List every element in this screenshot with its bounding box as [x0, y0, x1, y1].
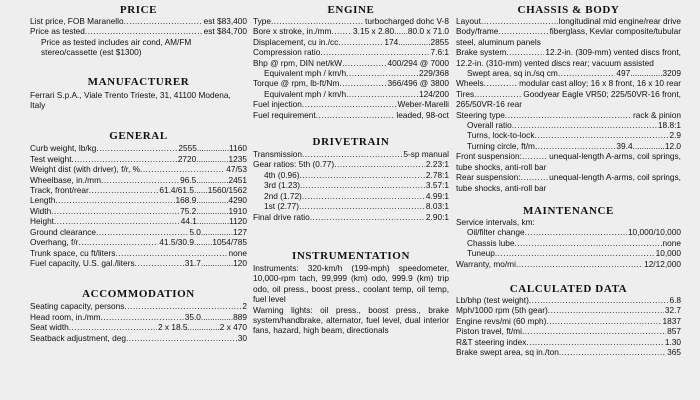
spec-label: Equivalent mph / km/h [264, 68, 347, 79]
accommodation-row [30, 312, 247, 322]
dot-leader [339, 78, 386, 88]
dot-leader [115, 248, 227, 258]
engine-table [253, 16, 449, 120]
spec-label: Compression ratio [253, 47, 321, 58]
spec-label: Brake system [456, 47, 507, 58]
spec-value: rack & pinion [633, 109, 681, 120]
spec-label: Width [30, 205, 52, 216]
spec-label: Fuel requirement [253, 109, 316, 120]
spec-label: Head room, in./mm [30, 311, 101, 322]
dot-leader [521, 172, 549, 182]
dot-leader [126, 333, 237, 343]
spec-value: 2 x 18.5..............2 x 470 [157, 322, 247, 333]
drivetrain-heading: DRIVETRAIN [312, 136, 390, 149]
spec-label: Front suspension: [456, 151, 522, 162]
spec-value: 366/496 @ 3800 [387, 78, 449, 89]
accommodation-row [30, 322, 247, 332]
spec-label: R&T steering index [456, 336, 527, 347]
dot-leader [51, 206, 179, 216]
spec-value: Goodyear Eagle VR50; 225/50VR-16 front, [523, 88, 681, 99]
engine-row [253, 78, 449, 88]
dot-leader [546, 316, 661, 326]
spec-label: Length [30, 195, 56, 206]
dot-leader [302, 191, 425, 201]
engine-row [253, 26, 449, 36]
chassis-row [456, 110, 681, 120]
spec-value: 44.1..............1120 [180, 216, 247, 227]
spec-label: List price, FOB Maranello [30, 16, 124, 26]
spec-value: 400/294 @ 7000 [387, 57, 449, 68]
calculated-row [456, 347, 681, 357]
dot-leader [89, 185, 159, 195]
spec-label: Steering type [456, 109, 505, 120]
dot-leader [529, 295, 669, 305]
price-note: Price as tested includes air cond, AM/FM stereo/cassette (est $1300) [41, 36, 192, 58]
drivetrain-row [253, 149, 449, 159]
spec-value: 4.99:1 [425, 190, 449, 201]
dot-leader [101, 175, 179, 185]
chassis-row [456, 26, 681, 36]
dot-leader [495, 248, 655, 258]
spec-label: Equivalent mph / km/h [264, 88, 347, 99]
dot-leader [54, 216, 180, 226]
general-heading: GENERAL [109, 130, 168, 143]
general-row [30, 248, 247, 258]
spec-value: 857 [667, 326, 681, 337]
spec-label: Trunk space, cu ft/liters [30, 247, 116, 258]
engine-row [253, 16, 449, 26]
dot-leader [346, 89, 418, 99]
spec-label: Wheelbase, in./mm [30, 174, 102, 185]
spec-value: 10,000/10,000 [627, 227, 681, 238]
chassis-table [456, 16, 681, 193]
chassis-heading: CHASSIS & BODY [517, 4, 620, 16]
spec-value: 1.30 [664, 336, 681, 347]
column-right [456, 0, 681, 357]
dot-leader [316, 110, 396, 120]
dot-leader [522, 151, 548, 161]
spec-label: Brake swept area, sq in./ton [456, 346, 559, 357]
engine-row [253, 37, 449, 47]
spec-value: 32.7 [664, 305, 681, 316]
general-row [30, 195, 247, 205]
general-row [30, 185, 247, 195]
spec-value: 47/53 [226, 164, 247, 175]
spec-value: none [228, 247, 247, 258]
spec-label: Gear ratios: 5th (0.77) [253, 159, 335, 170]
column-middle [253, 0, 449, 336]
dot-leader [558, 68, 616, 78]
spec-value: fiberglass, Kevlar composite/tubular [549, 26, 681, 37]
general-row [30, 175, 247, 185]
general-row [30, 143, 247, 153]
spec-value: 8.03:1 [425, 201, 449, 212]
dot-leader [515, 238, 662, 248]
maintenance-table [456, 227, 681, 269]
dot-leader [135, 258, 184, 268]
spec-label: 4th (0.96) [264, 169, 300, 180]
warning-lights-paragraph [253, 305, 449, 336]
spec-label: 1st (2.77) [264, 201, 300, 212]
engine-row [253, 58, 449, 68]
dot-leader [484, 78, 518, 88]
maintenance-intro: Service intervals, km: [456, 216, 535, 227]
spec-label: Chassis lube [467, 237, 515, 248]
chassis-row [456, 172, 681, 182]
maintenance-heading: MAINTENANCE [523, 204, 614, 217]
spec-value: Weber-Marelli [397, 99, 449, 110]
spec-value: 75.2..............1910 [180, 205, 247, 216]
dot-leader [72, 154, 177, 164]
chassis-continuation: 265/50VR-16 rear [456, 99, 522, 110]
instruments-paragraph [253, 263, 449, 305]
dot-leader [481, 16, 558, 26]
drivetrain-row [253, 170, 449, 180]
dot-leader [299, 201, 425, 211]
general-row [30, 227, 247, 237]
spec-label: Wheels [456, 78, 484, 89]
spec-label: Mph/1000 rpm (5th gear) [456, 305, 548, 316]
spec-label: Rear suspension: [456, 172, 521, 183]
instrumentation-heading: INSTRUMENTATION [292, 249, 410, 262]
dot-leader [302, 149, 402, 159]
dot-leader [96, 143, 177, 153]
spec-label: Turning circle, ft/m [467, 140, 535, 151]
spec-label: Piston travel, ft/mi [456, 326, 522, 337]
dot-leader [522, 326, 666, 336]
instruments-text: 320-km/h (199-mph) speedometer, 10,000-rpm tach, 99,999 (km) odo, 999.9 (km) trip odo, oil press., boost press., coolant temp, oil temp, fuel level [253, 262, 449, 305]
spec-value: 365 [667, 346, 681, 357]
general-row [30, 164, 247, 174]
spec-value: 12/12,000 [644, 258, 681, 269]
spec-label: Warranty, mo/mi [456, 258, 516, 269]
drivetrain-row [253, 180, 449, 190]
spec-label: Fuel capacity, U.S. gal./liters [30, 257, 135, 268]
accommodation-row [30, 333, 247, 343]
drivetrain-row [253, 191, 449, 201]
maintenance-row [456, 227, 681, 237]
engine-row [253, 68, 449, 78]
dot-leader [526, 337, 663, 347]
price-table [30, 16, 247, 37]
spec-label: Seating capacity, persons [30, 301, 125, 312]
manufacturer-heading: MANUFACTURER [87, 75, 190, 88]
calculated-row [456, 316, 681, 326]
spec-value: 124/200 [419, 88, 449, 99]
spec-label: Type [253, 16, 271, 26]
dot-leader [506, 47, 544, 57]
calculated-row [456, 295, 681, 305]
spec-value: 229/368 [419, 68, 449, 79]
calculated-heading: CALCULATED DATA [509, 282, 628, 295]
spec-label: Height [30, 216, 54, 227]
chassis-continuation: tube shocks, anti-roll bar [456, 182, 547, 193]
dot-leader [338, 37, 383, 47]
dot-leader [302, 99, 397, 109]
spec-label: Bore x stroke, in./mm [253, 26, 332, 37]
spec-label: Weight dist (with driver), f/r, % [30, 164, 141, 175]
spec-label: Track, front/rear [30, 185, 89, 196]
spec-value: 497..............3209 [616, 68, 681, 79]
spec-value: 5.0..............127 [189, 226, 247, 237]
dot-leader [525, 227, 627, 237]
spec-value: 2.90:1 [425, 211, 449, 222]
calculated-table [456, 295, 681, 357]
dot-leader [300, 180, 425, 190]
dot-leader [331, 26, 352, 36]
spec-value: 61.4/61.5......1560/1562 [159, 185, 247, 196]
chassis-row [456, 78, 681, 88]
spec-value: 39.4..............12.0 [616, 140, 681, 151]
accommodation-table [30, 301, 247, 343]
accommodation-row [30, 301, 247, 311]
warning-lights-text: oil press., boost press., brake system/handbrake, alternator, fuel level, dual interior fans, hazard, high beam, directionals [253, 304, 450, 336]
calculated-row [456, 305, 681, 315]
spec-value: turbocharged dohc V-8 [365, 16, 449, 26]
spec-label: Oil/filter change [467, 227, 525, 238]
spec-value: 168.9..............4290 [175, 195, 247, 206]
spec-label: Final drive ratio [253, 211, 310, 222]
spec-label: Torque @ rpm, lb-ft/Nm [253, 78, 340, 89]
dot-leader [85, 26, 203, 36]
spec-label: Overall ratio [467, 120, 512, 131]
chassis-row [456, 89, 681, 99]
spec-value: est $84,700 [203, 26, 247, 37]
dot-leader [310, 212, 425, 222]
spec-value: unequal-length A-arms, coil springs, [549, 151, 681, 162]
chassis-continuation: 12.2-in. (310-mm) vented discs rear; vacuum assisted [456, 57, 654, 68]
maintenance-row [456, 248, 681, 258]
calculated-row [456, 326, 681, 336]
chassis-continuation: tube shocks, anti-roll bar [456, 161, 547, 172]
calculated-row [456, 337, 681, 347]
dot-leader [271, 16, 364, 26]
spec-value: modular cast alloy; 16 x 8 front, 16 x 10 rear [519, 78, 681, 89]
spec-label: Fuel injection [253, 99, 302, 110]
chassis-continuation: steel, aluminum panels [456, 36, 541, 47]
engine-heading: ENGINE [327, 4, 375, 16]
general-row [30, 206, 247, 216]
spec-label: Tires [456, 88, 475, 99]
chassis-row [456, 120, 681, 130]
general-row [30, 216, 247, 226]
dot-leader [101, 312, 184, 322]
drivetrain-row [253, 159, 449, 169]
maintenance-row [456, 238, 681, 248]
general-table [30, 143, 247, 268]
spec-value: 1837 [662, 315, 681, 326]
spec-value: 5-sp manual [403, 149, 449, 160]
spec-label: Body/frame [456, 26, 499, 37]
spec-value: 2.9 [669, 130, 681, 141]
engine-row [253, 47, 449, 57]
spec-label: Layout [456, 16, 481, 26]
dot-leader [342, 58, 386, 68]
spec-label: Curb weight, lb/kg [30, 143, 97, 154]
drivetrain-row [253, 212, 449, 222]
price-row [30, 16, 247, 26]
spec-label: Turns, lock-to-lock [467, 130, 535, 141]
drivetrain-row [253, 201, 449, 211]
spec-label: Tuneup [467, 248, 495, 259]
spec-value: 2.78:1 [425, 169, 449, 180]
dot-leader [300, 170, 425, 180]
spec-value: 2 [242, 301, 247, 312]
engine-row [253, 89, 449, 99]
spec-label: Price as tested [30, 26, 85, 37]
dot-leader [78, 237, 158, 247]
spec-value: unequal-length A-arms, coil springs, [549, 172, 681, 183]
drivetrain-table [253, 149, 449, 222]
spec-label: Lb/bhp (test weight) [456, 294, 529, 305]
spec-label: 3rd (1.23) [264, 180, 300, 191]
spec-value: 41.5/30.9........1054/785 [159, 237, 247, 248]
dot-leader [124, 16, 203, 26]
spec-label: Overhang, f/r [30, 237, 79, 248]
price-row [30, 26, 247, 36]
maintenance-row [456, 259, 681, 269]
spec-value: 96.5..............2451 [180, 174, 247, 185]
dot-leader [534, 130, 668, 140]
dot-leader [334, 159, 425, 169]
dot-leader [498, 26, 548, 36]
dot-leader [140, 164, 225, 174]
dot-leader [55, 195, 174, 205]
price-heading: PRICE [119, 4, 158, 16]
spec-value: 30 [237, 332, 247, 343]
warning-lights-label: Warning lights: [253, 304, 313, 315]
dot-leader [516, 259, 643, 269]
general-row [30, 237, 247, 247]
accommodation-heading: ACCOMMODATION [82, 288, 195, 301]
dot-leader [505, 110, 632, 120]
spec-label: Ground clearance [30, 226, 96, 237]
instruments-label: Instruments: [253, 262, 299, 273]
spec-label: Engine revs/mi (60 mph) [456, 315, 547, 326]
spec-label: Transmission [253, 149, 303, 160]
spec-value: 12.2-in. (309-mm) vented discs front, [545, 47, 681, 58]
dot-leader [124, 301, 241, 311]
dot-leader [535, 141, 615, 151]
dot-leader [69, 322, 157, 332]
manufacturer-address: Ferrari S.p.A., Viale Trento Trieste, 31, 41100 Modena, Italy [30, 89, 231, 111]
dot-leader [474, 89, 522, 99]
spec-label: Seatback adjustment, deg [30, 332, 126, 343]
chassis-row [456, 141, 681, 151]
spec-label: 2nd (1.72) [264, 190, 302, 201]
spec-value: 174..............2855 [384, 36, 449, 47]
spec-value: 3.15 x 2.80......80.0 x 71.0 [353, 26, 449, 37]
chassis-row [456, 16, 681, 26]
dot-leader [548, 305, 664, 315]
chassis-row [456, 151, 681, 161]
engine-row [253, 110, 449, 120]
chassis-row [456, 130, 681, 140]
spec-value: none [662, 237, 681, 248]
spec-value: est $83,400 [203, 16, 247, 26]
spec-value: 35.0..............889 [184, 311, 247, 322]
spec-value: longitudinal mid engine/rear drive [558, 16, 681, 26]
spec-value: 7.6:1 [430, 47, 449, 58]
spec-value: leaded, 98-oct [396, 109, 449, 120]
spec-value: 3.57:1 [425, 180, 449, 191]
spec-label: Bhp @ rpm, DIN net/kW [253, 57, 343, 68]
dot-leader [512, 120, 657, 130]
general-row [30, 154, 247, 164]
spec-value: 10,000 [655, 248, 681, 259]
spec-label: Seat width [30, 322, 69, 333]
dot-leader [96, 227, 188, 237]
column-left [30, 0, 247, 343]
spec-label: Swept area, sq in./sq cm [467, 68, 558, 79]
spec-label: Displacement, cu in./cc [253, 36, 339, 47]
chassis-row [456, 47, 681, 57]
dot-leader [559, 347, 666, 357]
engine-row [253, 99, 449, 109]
spec-value: 18.8:1 [657, 120, 681, 131]
spec-value: 6.8 [669, 294, 681, 305]
dot-leader [320, 47, 429, 57]
spec-value: 31.7..............120 [184, 257, 247, 268]
spec-value: 2.23:1 [425, 159, 449, 170]
spec-label: Test weight [30, 153, 72, 164]
general-row [30, 258, 247, 268]
spec-value: 2720..............1235 [177, 153, 247, 164]
dot-leader [346, 68, 418, 78]
chassis-row [456, 68, 681, 78]
spec-value: 2555..............1160 [178, 143, 247, 154]
